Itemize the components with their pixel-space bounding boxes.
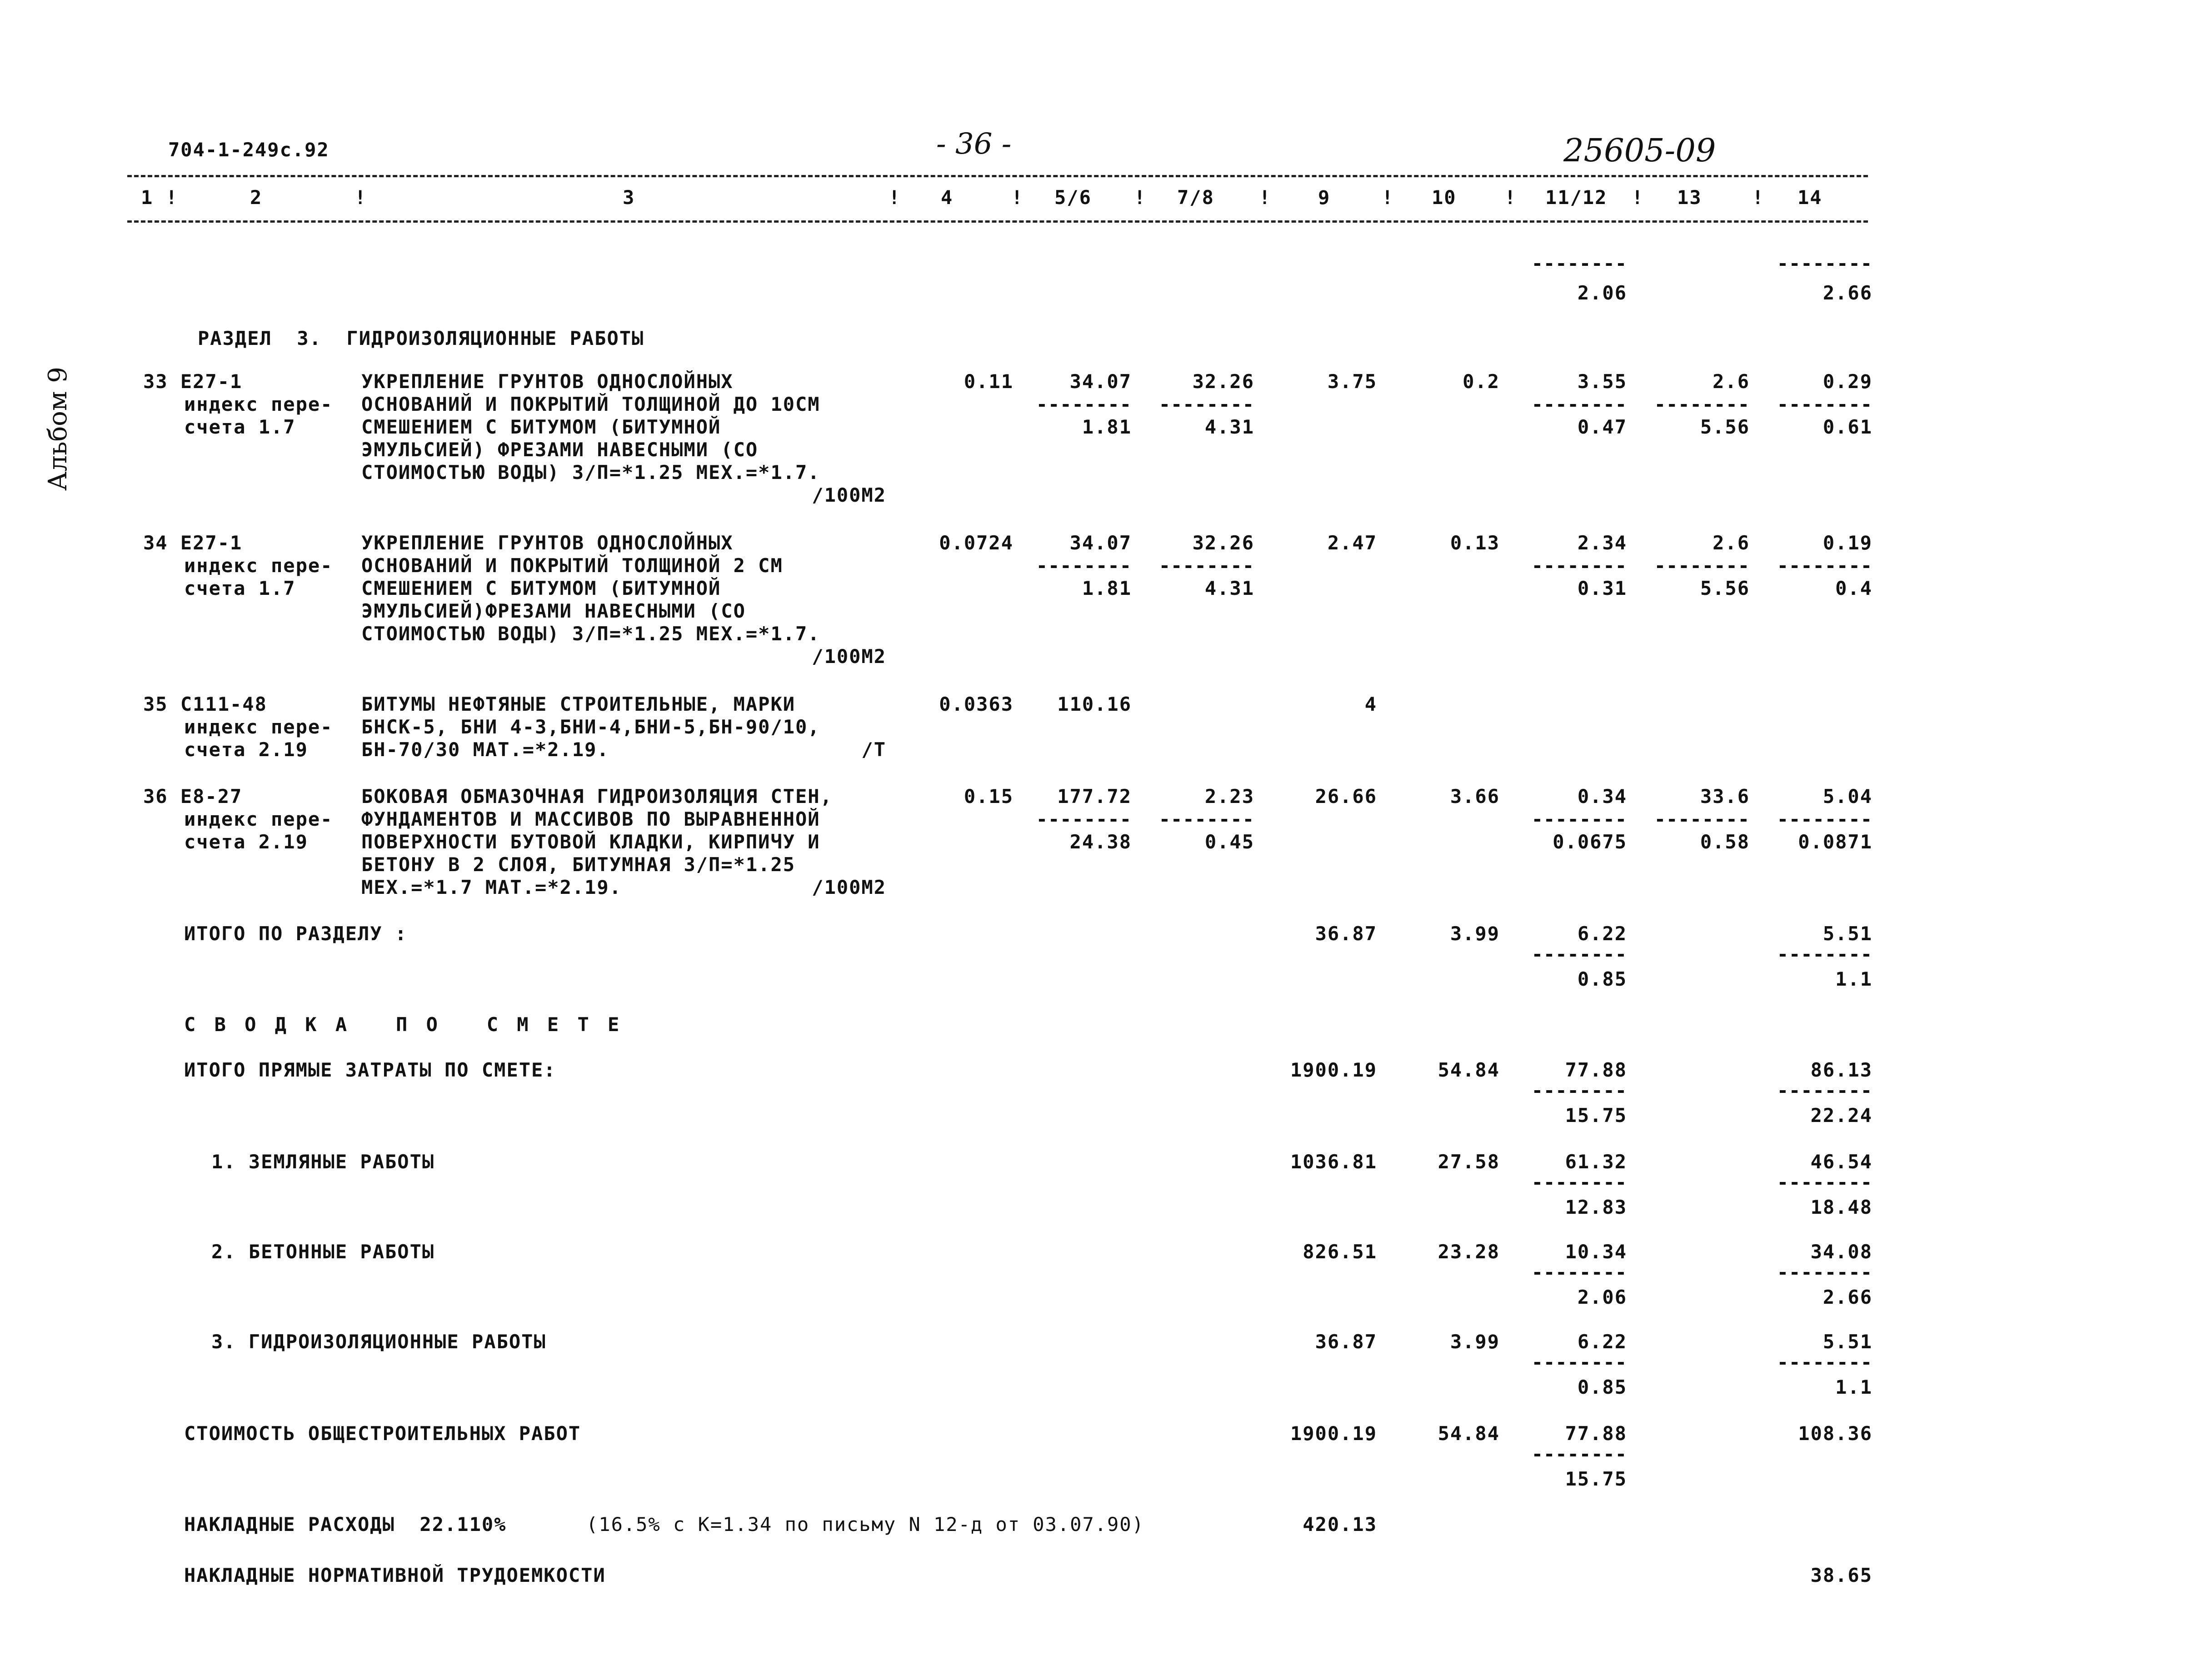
cell-c1112: 0.0675 [1553, 831, 1627, 853]
cell-c14: 0.29 [1822, 370, 1872, 393]
cell-c13: 0.58 [1700, 831, 1750, 853]
cell-c4: 0.11 [964, 370, 1014, 393]
item-unit: /Т [861, 738, 886, 761]
cell-c1112: 15.75 [1565, 1468, 1627, 1490]
cell-c14: 5.04 [1822, 785, 1872, 808]
cell-c14: 86.13 [1810, 1059, 1872, 1081]
cell-c78: 4.31 [1204, 577, 1254, 599]
summary-title: С В О Д К А П О С М Е Т Е [184, 1013, 623, 1036]
dash-separator: -------- [1654, 554, 1750, 577]
col-sep: ! [355, 186, 367, 209]
item-index-label: индекс пере- [184, 393, 333, 415]
cell-c14: 46.54 [1810, 1151, 1872, 1173]
carry-over-c14: 2.66 [1822, 282, 1872, 304]
col-header-10: 10 [1432, 186, 1457, 209]
cell-c13: 2.6 [1713, 532, 1750, 554]
dash-separator: -------- [1777, 1261, 1872, 1283]
item-desc-line: БНСК-5, БНИ 4-3,БНИ-4,БНИ-5,БН-90/10, [361, 716, 820, 738]
cell-c9: 26.66 [1315, 785, 1377, 808]
cell-c9: 4 [1364, 693, 1377, 715]
dash-separator: -------- [1777, 393, 1872, 415]
cell-c9: 36.87 [1315, 1331, 1377, 1353]
item-index-label: индекс пере- [184, 554, 333, 577]
dash-separator: -------- [1531, 1171, 1627, 1193]
cell-c4: 0.15 [964, 785, 1014, 808]
item-unit: /100М2 [812, 645, 886, 668]
item-desc-line: УКРЕПЛЕНИЕ ГРУНТОВ ОДНОСЛОЙНЫХ [361, 370, 734, 393]
cell-c10: 0.2 [1463, 370, 1500, 393]
cell-c10: 54.84 [1438, 1059, 1500, 1081]
col-header-78: 7/8 [1177, 186, 1214, 209]
item-index-label: счета 1.7 [184, 577, 296, 599]
col-header-4: 4 [941, 186, 954, 209]
item-number: 35 С111-48 [143, 693, 267, 715]
col-header-9: 9 [1318, 186, 1331, 209]
cell-c1112: 2.06 [1577, 1286, 1627, 1308]
dash-separator: -------- [1531, 554, 1627, 577]
header-rule-bottom [127, 220, 1868, 223]
cell-c9: 826.51 [1303, 1241, 1377, 1263]
item-desc-line: СМЕШЕНИЕМ С БИТУМОМ (БИТУМНОЙ [361, 416, 721, 438]
cell-c56: 110.16 [1057, 693, 1132, 715]
col-header-3: 3 [623, 186, 635, 209]
col-sep: ! [1382, 186, 1394, 209]
cell-c1112: 0.34 [1577, 785, 1627, 808]
cell-c9: 420.13 [1303, 1513, 1377, 1535]
cell-c9: 2.47 [1327, 532, 1377, 554]
col-sep: ! [1011, 186, 1024, 209]
dash-separator: -------- [1777, 1079, 1872, 1102]
dash-separator: -------- [1777, 808, 1872, 830]
col-sep: ! [1259, 186, 1272, 209]
dash-separator: -------- [1036, 393, 1132, 415]
cell-c14: 22.24 [1810, 1104, 1872, 1127]
dash-separator: -------- [1654, 393, 1750, 415]
overhead-note: (16.5% с К=1.34 по письму N 12-д от 03.07.90) [586, 1513, 1144, 1535]
item-desc-line: ФУНДАМЕНТОВ И МАССИВОВ ПО ВЫРАВНЕННОЙ [361, 808, 820, 830]
dash-separator: -------- [1777, 554, 1872, 577]
item-index-label: счета 1.7 [184, 416, 296, 438]
cell-c56: 177.72 [1057, 785, 1132, 808]
cell-c56: 1.81 [1082, 577, 1132, 599]
item-number: 33 Е27-1 [143, 370, 243, 393]
dash-separator: -------- [1531, 1261, 1627, 1283]
dash-separator: -------- [1158, 808, 1254, 830]
cell-c1112: 0.31 [1577, 577, 1627, 599]
cell-c9: 1900.19 [1290, 1059, 1377, 1081]
cell-c10: 27.58 [1438, 1151, 1500, 1173]
cell-c78: 32.26 [1192, 370, 1254, 393]
cell-c10: 3.99 [1450, 1331, 1500, 1353]
cell-c56: 34.07 [1069, 370, 1132, 393]
col-header-56: 5/6 [1054, 186, 1092, 209]
item-desc-line: СТОИМОСТЬЮ ВОДЫ) З/П=*1.25 МЕХ.=*1.7. [361, 623, 820, 645]
cell-c13: 5.56 [1700, 416, 1750, 438]
col-header-13: 13 [1677, 186, 1702, 209]
cell-c1112: 10.34 [1565, 1241, 1627, 1263]
cell-c9: 1036.81 [1290, 1151, 1377, 1173]
overhead-label: НАКЛАДНЫЕ РАСХОДЫ 22.110% [184, 1513, 507, 1535]
dash-separator: -------- [1654, 808, 1750, 830]
cell-c14: 34.08 [1810, 1241, 1872, 1263]
doc-code: 704-1-249с.92 [168, 139, 330, 161]
side-label: Альбом 9 [43, 367, 73, 491]
cell-c14: 5.51 [1822, 922, 1872, 945]
page-number: - 36 - [936, 127, 1012, 161]
section-total-label: ИТОГО ПО РАЗДЕЛУ : [184, 922, 408, 945]
carry-over-c1112: 2.06 [1577, 282, 1627, 304]
dash-separator: -------- [1158, 393, 1254, 415]
cell-c14: 5.51 [1822, 1331, 1872, 1353]
dash-separator: -------- [1777, 943, 1872, 965]
summary-label: 2. БЕТОННЫЕ РАБОТЫ [211, 1241, 435, 1263]
item-desc-line: УКРЕПЛЕНИЕ ГРУНТОВ ОДНОСЛОЙНЫХ [361, 532, 734, 554]
summary-label: 3. ГИДРОИЗОЛЯЦИОННЫЕ РАБОТЫ [211, 1331, 546, 1353]
item-desc-line: ОСНОВАНИЙ И ПОКРЫТИЙ ТОЛЩИНОЙ 2 СМ [361, 554, 783, 577]
cell-c13: 5.56 [1700, 577, 1750, 599]
cell-c1112: 0.47 [1577, 416, 1627, 438]
cell-c10: 54.84 [1438, 1422, 1500, 1445]
cell-c14: 0.61 [1822, 416, 1872, 438]
item-desc-line: БН-70/30 МАТ.=*2.19. [361, 738, 609, 761]
cell-c14: 0.4 [1835, 577, 1872, 599]
summary-label: СТОИМОСТЬ ОБЩЕСТРОИТЕЛЬНЫХ РАБОТ [184, 1422, 581, 1445]
col-header-2: 2 [250, 186, 263, 209]
col-sep: ! [1752, 186, 1765, 209]
dash-separator: -------- [1531, 252, 1627, 274]
dash-separator: -------- [1158, 554, 1254, 577]
item-number: 34 Е27-1 [143, 532, 243, 554]
item-index-label: счета 2.19 [184, 831, 308, 853]
cell-c78: 32.26 [1192, 532, 1254, 554]
cell-c10: 3.66 [1450, 785, 1500, 808]
item-desc-line: СМЕШЕНИЕМ С БИТУМОМ (БИТУМНОЙ [361, 577, 721, 599]
col-header-14: 14 [1798, 186, 1822, 209]
cell-c13: 2.6 [1713, 370, 1750, 393]
dash-separator: -------- [1777, 252, 1872, 274]
col-sep: ! [1632, 186, 1644, 209]
cell-c78: 0.45 [1204, 831, 1254, 853]
cell-c14: 0.0871 [1798, 831, 1872, 853]
sheet-code: 25605-09 [1563, 132, 1716, 169]
item-desc-line: ПОВЕРХНОСТИ БУТОВОЙ КЛАДКИ, КИРПИЧУ И [361, 831, 820, 853]
cell-c14: 108.36 [1798, 1422, 1872, 1445]
cell-c14: 1.1 [1835, 1376, 1872, 1398]
dash-separator: -------- [1531, 1079, 1627, 1102]
cell-c10: 3.99 [1450, 922, 1500, 945]
cell-c14: 18.48 [1810, 1196, 1872, 1218]
header-rule-top [127, 175, 1868, 177]
col-header-1: 1 ! [141, 186, 178, 209]
dash-separator: -------- [1036, 808, 1132, 830]
col-header-1112: 11/12 [1545, 186, 1608, 209]
summary-label: 1. ЗЕМЛЯНЫЕ РАБОТЫ [211, 1151, 435, 1173]
item-unit: /100М2 [812, 484, 886, 506]
cell-c1112: 6.22 [1577, 922, 1627, 945]
item-unit: /100М2 [812, 876, 886, 898]
cell-c9: 1900.19 [1290, 1422, 1377, 1445]
item-desc-line: ОСНОВАНИЙ И ПОКРЫТИЙ ТОЛЩИНОЙ ДО 10СМ [361, 393, 820, 415]
cell-c14: 2.66 [1822, 1286, 1872, 1308]
col-sep: ! [889, 186, 901, 209]
dash-separator: -------- [1531, 1351, 1627, 1373]
cell-c13: 33.6 [1700, 785, 1750, 808]
cell-c4: 0.0724 [939, 532, 1014, 554]
summary-label: ИТОГО ПРЯМЫЕ ЗАТРАТЫ ПО СМЕТЕ: [184, 1059, 556, 1081]
item-index-label: индекс пере- [184, 808, 333, 830]
dash-separator: -------- [1777, 1351, 1872, 1373]
cell-c1112: 15.75 [1565, 1104, 1627, 1127]
cell-c78: 2.23 [1204, 785, 1254, 808]
cell-c1112: 2.34 [1577, 532, 1627, 554]
section-title: РАЗДЕЛ 3. ГИДРОИЗОЛЯЦИОННЫЕ РАБОТЫ [198, 327, 644, 349]
item-index-label: счета 2.19 [184, 738, 308, 761]
cell-c1112: 6.22 [1577, 1331, 1627, 1353]
item-desc-line: БИТУМЫ НЕФТЯНЫЕ СТРОИТЕЛЬНЫЕ, МАРКИ [361, 693, 796, 715]
cell-c14: 38.65 [1810, 1564, 1872, 1586]
cell-c4: 0.0363 [939, 693, 1014, 715]
item-desc-line: МЕХ.=*1.7 МАТ.=*2.19. [361, 876, 622, 898]
cell-c1112: 12.83 [1565, 1196, 1627, 1218]
dash-separator: -------- [1036, 554, 1132, 577]
cell-c1112: 0.85 [1577, 968, 1627, 990]
cell-c1112: 0.85 [1577, 1376, 1627, 1398]
item-desc-line: СТОИМОСТЬЮ ВОДЫ) З/П=*1.25 МЕХ.=*1.7. [361, 461, 820, 484]
col-sep: ! [1504, 186, 1517, 209]
item-desc-line: ЭМУЛЬСИЕЙ) ФРЕЗАМИ НАВЕСНЫМИ (СО [361, 439, 759, 461]
cell-c56: 24.38 [1069, 831, 1132, 853]
item-desc-line: ЭМУЛЬСИЕЙ)ФРЕЗАМИ НАВЕСНЫМИ (СО [361, 600, 746, 622]
cell-c1112: 77.88 [1565, 1059, 1627, 1081]
cell-c56: 34.07 [1069, 532, 1132, 554]
cell-c56: 1.81 [1082, 416, 1132, 438]
overhead-labor-label: НАКЛАДНЫЕ НОРМАТИВНОЙ ТРУДОЕМКОСТИ [184, 1564, 606, 1586]
cell-c9: 3.75 [1327, 370, 1377, 393]
dash-separator: -------- [1531, 943, 1627, 965]
item-desc-line: БОКОВАЯ ОБМАЗОЧНАЯ ГИДРОИЗОЛЯЦИЯ СТЕН, [361, 785, 833, 808]
item-desc-line: БЕТОНУ В 2 СЛОЯ, БИТУМНАЯ З/П=*1.25 [361, 853, 796, 876]
dash-separator: -------- [1531, 1443, 1627, 1465]
cell-c1112: 77.88 [1565, 1422, 1627, 1445]
cell-c14: 1.1 [1835, 968, 1872, 990]
cell-c10: 0.13 [1450, 532, 1500, 554]
item-number: 36 Е8-27 [143, 785, 243, 808]
dash-separator: -------- [1531, 393, 1627, 415]
cell-c14: 0.19 [1822, 532, 1872, 554]
cell-c9: 36.87 [1315, 922, 1377, 945]
dash-separator: -------- [1777, 1171, 1872, 1193]
cell-c1112: 3.55 [1577, 370, 1627, 393]
dash-separator: -------- [1531, 808, 1627, 830]
cell-c78: 4.31 [1204, 416, 1254, 438]
item-index-label: индекс пере- [184, 716, 333, 738]
cell-c10: 23.28 [1438, 1241, 1500, 1263]
cell-c1112: 61.32 [1565, 1151, 1627, 1173]
col-sep: ! [1134, 186, 1147, 209]
